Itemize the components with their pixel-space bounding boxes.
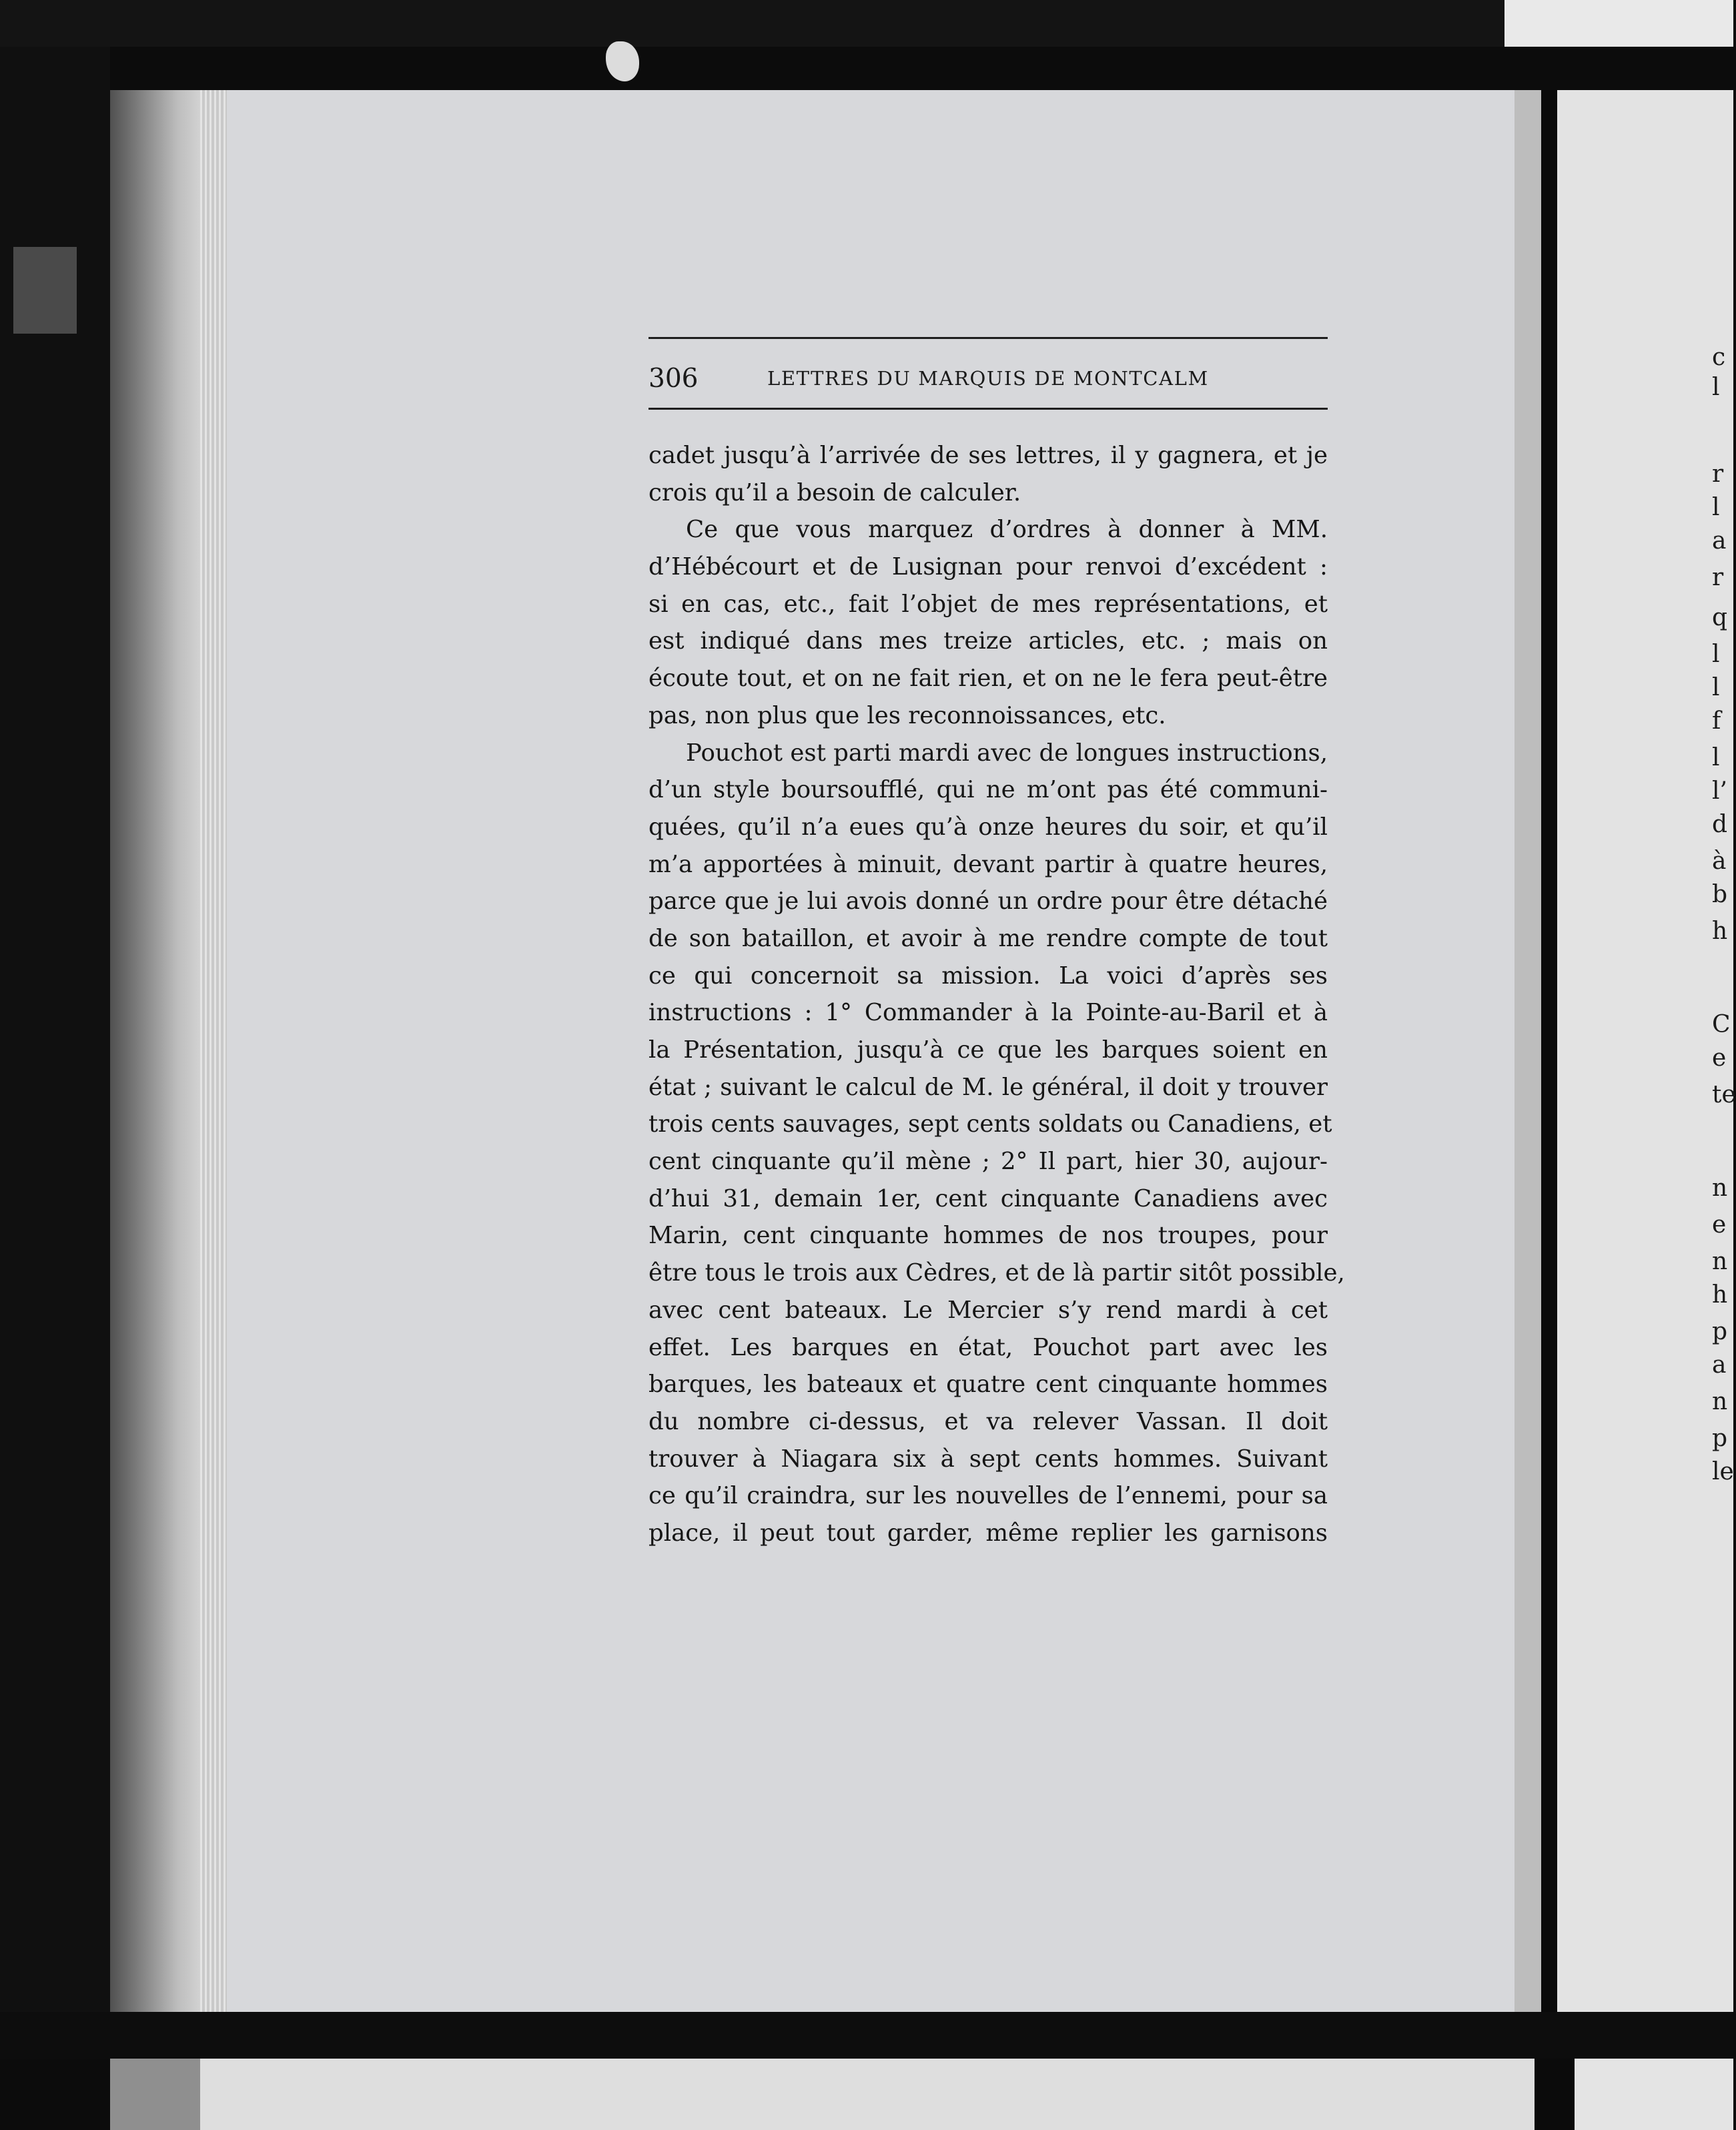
adjacent-page-text-fragment: n [1712,1248,1728,1275]
adjacent-page-text-fragment: p [1712,1318,1728,1345]
page-number: 306 [648,364,699,394]
text-line: parce que je lui avois donné un ordre pour être détaché [648,887,1328,916]
film-top-border [0,0,1733,47]
text-line: instructions : 1° Commander à la Pointe-au-Baril et à [648,999,1328,1027]
adjacent-page-text-fragment: a [1712,1351,1727,1379]
text-line: quées, qu’il n’a eues qu’à onze heures du soir, et qu’il [648,813,1328,841]
text-line: barques, les bateaux et quatre cent cinquante hommes [648,1371,1328,1399]
film-bottom-divider [1535,2059,1575,2130]
text-line: trouver à Niagara six à sept cents hommes. Suivant [648,1445,1328,1473]
text-line: ce qui concernoit sa mission. La voici d’après ses [648,962,1328,990]
adjacent-page-text-fragment: e [1712,1044,1727,1072]
text-line: crois qu’il a besoin de calculer. [648,478,1021,506]
text-line: état ; suivant le calcul de M. le général, il doit y trouver [648,1073,1328,1101]
adjacent-page-text-fragment: h [1712,1281,1728,1309]
text-line: être tous le trois aux Cèdres, et de là partir sitôt possible, [648,1259,1345,1287]
text-line: si en cas, etc., fait l’objet de mes représentations, et [648,590,1328,618]
film-speck [606,41,639,81]
film-frame-divider [1541,90,1557,2012]
adjacent-page-text-fragment: C [1712,1011,1731,1038]
page-gutter [1514,90,1541,2012]
adjacent-page-text-fragment: h [1712,918,1728,945]
text-line: pas, non plus que les reconnoissances, etc. [648,701,1166,729]
adjacent-page-text-fragment: e [1712,1211,1727,1238]
adjacent-page-text-fragment: te [1712,1081,1736,1108]
film-top-right-area [1504,0,1733,47]
adjacent-page-text-fragment: l’ [1712,777,1727,805]
adjacent-page-text-fragment: f [1712,707,1721,735]
adjacent-page-text-fragment: r [1712,460,1724,488]
adjacent-page-text-fragment: n [1712,1174,1728,1202]
text-line: cadet jusqu’à l’arrivée de ses lettres, il y gagnera, et je [648,442,1328,469]
text-line: d’un style boursoufflé, qui ne m’ont pas été communi- [648,776,1328,804]
page-header [648,337,1328,410]
text-line: Pouchot est parti mardi avec de longues instructions, [686,739,1328,767]
adjacent-page-text-fragment: p [1712,1425,1728,1452]
text-line: place, il peut tout garder, même replier les garnisons [648,1519,1328,1547]
text-line: Marin, cent cinquante hommes de nos troupes, pour [648,1222,1328,1250]
running-title: LETTRES DU MARQUIS DE MONTCALM [767,367,1209,390]
text-line: de son bataillon, et avoir à me rendre compte de tout [648,924,1328,952]
adjacent-page-text-fragment: b [1712,881,1728,908]
adjacent-page-text-fragment: l [1712,674,1720,701]
adjacent-page-text-fragment: n [1712,1388,1728,1415]
text-line: d’hui 31, demain 1er, cent cinquante Canadiens avec [648,1184,1328,1212]
adjacent-page-text-fragment: l [1712,494,1720,521]
film-left-border [0,47,110,2022]
adjacent-page-text-fragment: d [1712,811,1728,838]
adjacent-page-text-fragment: l [1712,374,1720,401]
film-bottom-border [0,2012,1733,2059]
text-line: ce qu’il craindra, sur les nouvelles de l’ennemi, pour sa [648,1482,1328,1510]
adjacent-page-text-fragment: à [1712,847,1727,875]
text-line: m’a apportées à minuit, devant partir à quatre heures, [648,850,1328,878]
film-bottom-left [110,2059,200,2130]
adjacent-page-text-fragment: r [1712,564,1724,591]
text-line: Ce que vous marquez d’ordres à donner à MM. [686,516,1328,544]
adjacent-page-text-fragment: le [1712,1458,1734,1485]
text-line: cent cinquante qu’il mène ; 2° Il part, hier 30, aujour- [648,1148,1328,1176]
adjacent-page-text-fragment: c [1712,344,1726,371]
text-line: d’Hébécourt et de Lusignan pour renvoi d’excédent : [648,553,1328,581]
text-line: avec cent bateaux. Le Mercier s’y rend mardi à cet [648,1296,1328,1324]
next-frame-right [1575,2059,1733,2130]
text-line: du nombre ci-dessus, et va relever Vassan. Il doit [648,1407,1328,1435]
adjacent-page-edge [1557,90,1736,2012]
adjacent-page-text-fragment: l [1712,744,1720,771]
text-line: trois cents sauvages, sept cents soldats ou Canadiens, et [648,1110,1332,1138]
page-left-margin-shadow [110,90,200,2012]
adjacent-page-text-fragment: a [1712,527,1727,555]
header-rule-bottom [648,408,1328,410]
letter-body [648,437,1349,1552]
header-rule-top [648,337,1328,339]
text-line: la Présentation, jusqu’à ce que les barques soient en [648,1036,1328,1064]
text-line: écoute tout, et on ne fait rien, et on ne le fera peut-être [648,665,1328,693]
next-frame-top [200,2059,1535,2130]
adjacent-page-text-fragment: q [1712,604,1728,631]
text-line: effet. Les barques en état, Pouchot part avec les [648,1333,1328,1361]
adjacent-page-text-fragment: l [1712,641,1720,668]
text-line: est indiqué dans mes treize articles, etc. ; mais on [648,627,1328,655]
